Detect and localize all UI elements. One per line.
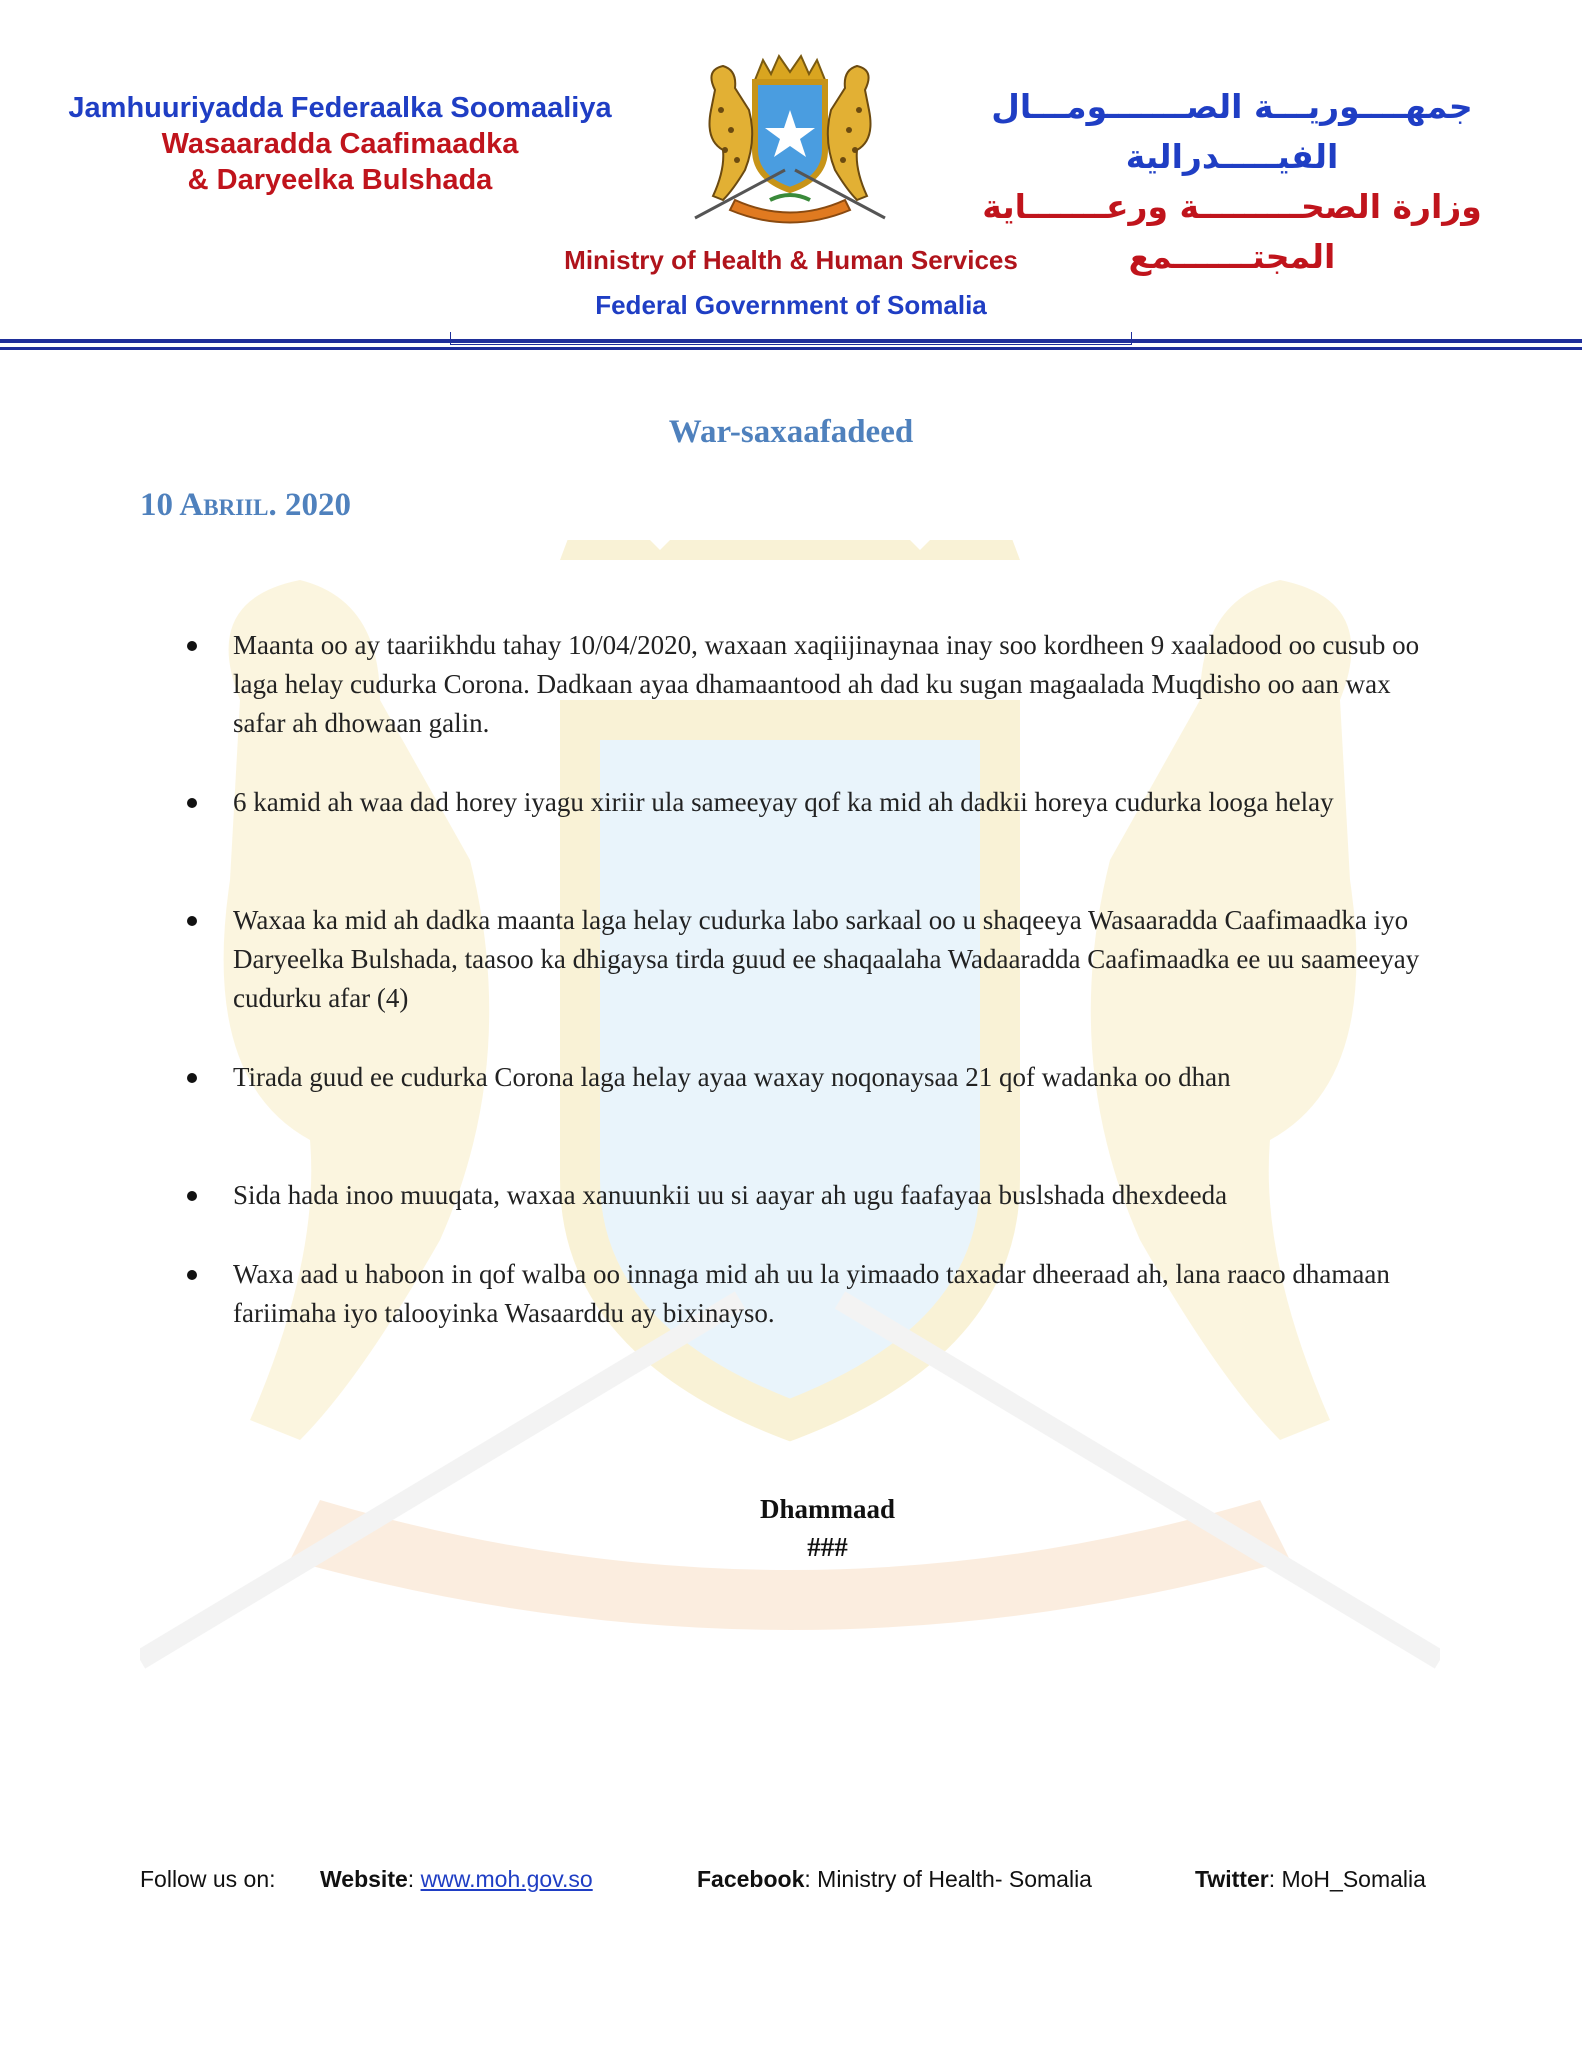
ministry-name-arabic-line1: وزارة الصحـــــــــة ورعـــــــاية — [982, 187, 1482, 226]
twitter-value: MoH_Somalia — [1281, 1866, 1426, 1892]
facebook-label: Facebook — [697, 1866, 805, 1892]
bullet-list — [185, 626, 1445, 1333]
website-label: Website — [320, 1866, 408, 1892]
bullet-text: Tirada guud ee cudurka Corona laga helay ayaa waxay noqonaysaa 21 qof wadanka oo dhan — [233, 1062, 1231, 1092]
document-date: 10 Abriil. 2020 — [140, 487, 351, 523]
government-name-english: Federal Government of Somalia — [595, 290, 987, 320]
bullet-icon — [187, 798, 197, 808]
ministry-name-somali-line1: Wasaaradda Caafimaadka — [161, 128, 519, 160]
facebook-value: Ministry of Health- Somalia — [817, 1866, 1092, 1892]
bullet-text: Waxa aad u haboon in qof walba oo innaga mid ah uu la yimaado taxadar dheeraad ah, lana raaco dhamaan fariimaha iyo talooyinka Wasaarddu ay bixinayso. — [233, 1259, 1390, 1328]
bullet-icon — [187, 916, 197, 926]
facebook-entry: Facebook: Ministry of Health- Somalia — [697, 1866, 1092, 1892]
twitter-entry: Twitter: MoH_Somalia — [1195, 1866, 1426, 1892]
bullet-icon — [187, 1270, 197, 1280]
closing-block — [760, 1490, 895, 1566]
header-left-block — [30, 90, 650, 198]
bullet-icon — [187, 1191, 197, 1201]
republic-name-somali: Jamhuuriyadda Federaalka Soomaaliya — [68, 92, 612, 124]
ministry-name-english: Ministry of Health & Human Services — [564, 245, 1018, 275]
list-item — [185, 626, 1445, 743]
website-link[interactable]: www.moh.gov.so — [420, 1866, 593, 1892]
bullet-text: Sida hada inoo muuqata, waxaa xanuunkii uu si aayar ah ugu faafayaa buslshada dhexdeeda — [233, 1180, 1228, 1210]
list-item — [185, 1255, 1445, 1333]
closing-mark: ### — [807, 1532, 848, 1562]
bullet-text: Maanta oo ay taariikhdu tahay 10/04/2020, waxaan xaqiijinaynaa inay soo kordheen 9 xaaladood oo cusub oo laga helay cudurka Corona. Dadkaan ayaa dhamaantood ah dad ku sugan magaalada Muqdisho oo aan wax safar ah dhowaan galin. — [233, 630, 1420, 738]
list-item — [185, 1058, 1445, 1097]
bullet-icon — [187, 641, 197, 651]
ministry-name-arabic-line2: المجتـــــــمع — [1128, 237, 1336, 276]
website-entry: Website: www.moh.gov.so — [320, 1866, 593, 1892]
list-item — [185, 901, 1445, 1018]
header-divider-box — [450, 332, 1132, 345]
list-item — [185, 783, 1445, 822]
bullet-text: Waxaa ka mid ah dadka maanta laga helay cudurka labo sarkaal oo u shaqeeya Wasaaradda Caafimaadka iyo Daryeelka Bulshada, taasoo ka dhigaysa tirda guud ee shaqaalaha Wadaaradda Caafimaadka ee uu saameeyay cudurku afar (4) — [233, 905, 1420, 1013]
follow-label: Follow us on: — [140, 1866, 276, 1892]
header-divider-bottom — [0, 347, 1582, 350]
republic-name-arabic: جمهــــوريـــة الصـــــــومـــال الفيـــــدرالية — [991, 87, 1473, 176]
twitter-label: Twitter — [1195, 1866, 1269, 1892]
closing-word: Dhammaad — [760, 1494, 896, 1524]
ministry-name-somali-line2: & Daryeelka Bulshada — [187, 164, 493, 196]
list-item — [185, 1176, 1445, 1215]
bullet-text: 6 kamid ah waa dad horey iyagu xiriir ula sameeyay qof ka mid ah dadkii horeya cudurka looga helay — [233, 787, 1334, 817]
bullet-icon — [187, 1073, 197, 1083]
document-title: War-saxaafadeed — [668, 414, 914, 450]
coat-of-arms-icon — [675, 50, 905, 230]
